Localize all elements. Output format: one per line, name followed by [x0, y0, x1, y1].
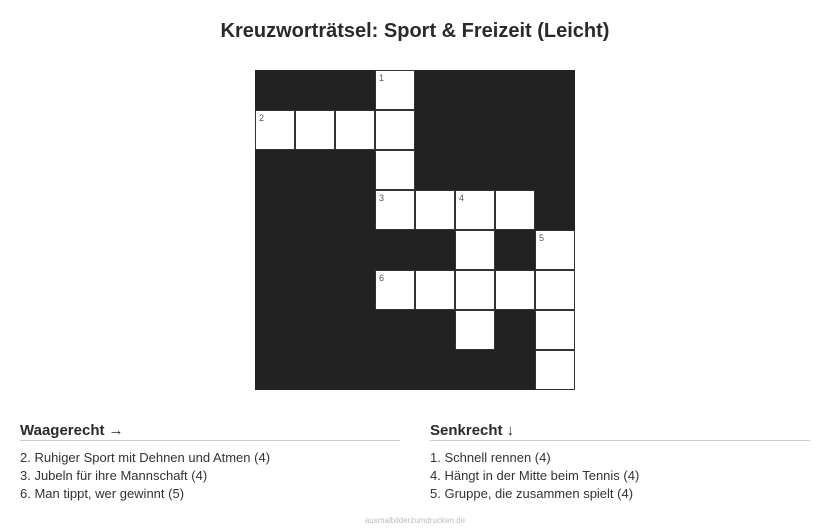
- down-heading-label: Senkrecht: [430, 422, 503, 439]
- grid-cell[interactable]: [415, 270, 455, 310]
- down-arrow-icon: ↓: [506, 422, 515, 439]
- grid-block: [335, 270, 375, 310]
- grid-cell[interactable]: [375, 190, 415, 230]
- grid-block: [495, 110, 535, 150]
- grid-cell[interactable]: [455, 270, 495, 310]
- grid-block: [375, 350, 415, 390]
- grid-cell[interactable]: [375, 150, 415, 190]
- crossword-grid: [255, 70, 575, 390]
- grid-block: [495, 310, 535, 350]
- grid-block: [255, 70, 295, 110]
- grid-cell[interactable]: [495, 270, 535, 310]
- grid-block: [375, 310, 415, 350]
- across-clue: 2. Ruhiger Sport mit Dehnen und Atmen (4): [20, 450, 271, 465]
- grid-block: [295, 270, 335, 310]
- grid-block: [295, 150, 335, 190]
- right-arrow-icon: →: [108, 422, 124, 439]
- down-clue: 1. Schnell rennen (4): [430, 450, 551, 465]
- grid-block: [455, 350, 495, 390]
- clue-number: 6: [379, 273, 385, 283]
- down-clue: 5. Gruppe, die zusammen spielt (4): [430, 486, 634, 501]
- grid-cell[interactable]: [535, 310, 575, 350]
- grid-block: [295, 190, 335, 230]
- grid-block: [335, 230, 375, 270]
- grid-block: [455, 70, 495, 110]
- down-clue: 4. Hängt in der Mitte beim Tennis (4): [430, 468, 640, 483]
- grid-cell[interactable]: [255, 110, 295, 150]
- page-title: Kreuzworträtsel: Sport & Freizeit (Leicht): [220, 20, 610, 42]
- grid-block: [455, 150, 495, 190]
- across-heading-label: Waagerecht: [20, 422, 105, 439]
- grid-cell[interactable]: [455, 230, 495, 270]
- down-clues-section: [430, 422, 810, 503]
- grid-block: [535, 190, 575, 230]
- grid-block: [535, 150, 575, 190]
- grid-block: [455, 110, 495, 150]
- grid-block: [495, 70, 535, 110]
- grid-block: [335, 190, 375, 230]
- grid-block: [335, 70, 375, 110]
- across-clue-list: [20, 449, 400, 503]
- grid-block: [295, 230, 335, 270]
- grid-block: [335, 350, 375, 390]
- grid-cell[interactable]: [455, 190, 495, 230]
- grid-block: [335, 150, 375, 190]
- grid-block: [535, 70, 575, 110]
- grid-block: [495, 150, 535, 190]
- grid-block: [335, 310, 375, 350]
- grid-cell[interactable]: [455, 310, 495, 350]
- grid-cell[interactable]: [375, 110, 415, 150]
- grid-block: [255, 190, 295, 230]
- grid-block: [255, 230, 295, 270]
- grid-block: [415, 150, 455, 190]
- across-clue: 6. Man tippt, wer gewinnt (5): [20, 486, 185, 501]
- across-heading: [20, 422, 400, 441]
- grid-block: [415, 310, 455, 350]
- grid-cell[interactable]: [495, 190, 535, 230]
- grid-block: [375, 230, 415, 270]
- grid-block: [415, 230, 455, 270]
- down-heading: [430, 422, 810, 441]
- grid-block: [415, 110, 455, 150]
- grid-cell[interactable]: [295, 110, 335, 150]
- grid-block: [415, 350, 455, 390]
- footer-watermark: ausmalbilderzumdrucken.de: [364, 516, 466, 525]
- grid-cell[interactable]: [535, 230, 575, 270]
- across-clue: 3. Jubeln für ihre Mannschaft (4): [20, 468, 208, 483]
- down-clue-list: [430, 449, 810, 503]
- grid-cell[interactable]: [375, 270, 415, 310]
- grid-block: [255, 150, 295, 190]
- grid-block: [535, 110, 575, 150]
- clue-number: 2: [259, 113, 265, 123]
- grid-block: [255, 310, 295, 350]
- grid-block: [495, 230, 535, 270]
- clue-number: 1: [379, 73, 385, 83]
- across-clues-section: [20, 422, 400, 503]
- clue-number: 5: [539, 233, 545, 243]
- grid-block: [255, 270, 295, 310]
- grid-cell[interactable]: [535, 270, 575, 310]
- grid-cell[interactable]: [375, 70, 415, 110]
- grid-block: [295, 310, 335, 350]
- grid-cell[interactable]: [535, 350, 575, 390]
- grid-block: [255, 350, 295, 390]
- grid-block: [495, 350, 535, 390]
- clue-number: 3: [379, 193, 385, 203]
- grid-block: [415, 70, 455, 110]
- grid-block: [295, 70, 335, 110]
- grid-cell[interactable]: [415, 190, 455, 230]
- clue-number: 4: [459, 193, 465, 203]
- grid-cell[interactable]: [335, 110, 375, 150]
- grid-block: [295, 350, 335, 390]
